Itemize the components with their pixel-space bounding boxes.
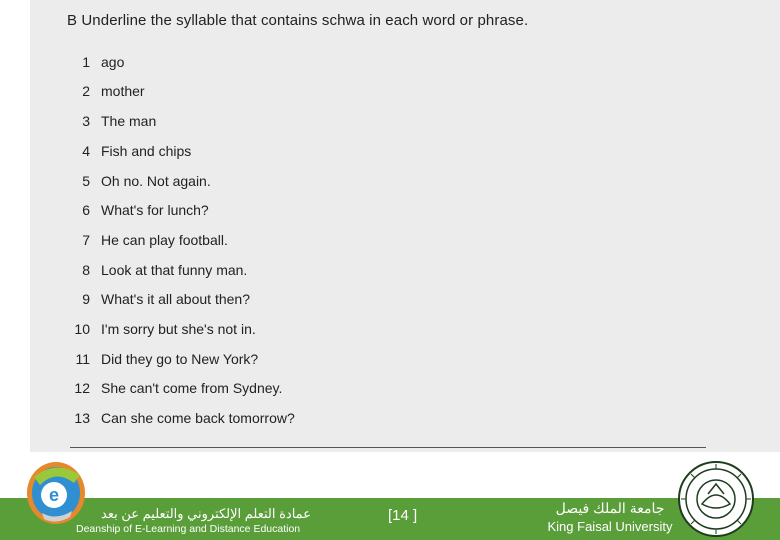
item-number: 6: [82, 202, 90, 218]
university-name-english: King Faisal University: [547, 519, 673, 534]
svg-text:e: e: [48, 485, 60, 505]
item-text: She can't come from Sydney.: [101, 380, 283, 396]
item-text: Oh no. Not again.: [101, 173, 211, 189]
list-item: [0, 202, 600, 224]
list-item: [0, 351, 600, 373]
page-number: [14 ]: [388, 507, 418, 524]
item-number: 7: [82, 232, 90, 248]
item-number: 11: [75, 351, 90, 367]
item-text: What's for lunch?: [101, 202, 209, 218]
list-item: [0, 232, 600, 254]
list-item: [0, 410, 600, 432]
university-name-arabic: جامعة الملك فيصل: [555, 500, 665, 516]
item-number: 5: [82, 173, 90, 189]
list-item: [0, 54, 600, 76]
item-text: I'm sorry but she's not in.: [101, 321, 256, 337]
item-number: 12: [74, 380, 90, 396]
exercise-title: B Underline the syllable that contains schwa in each word or phrase.: [67, 12, 529, 29]
list-item: [0, 380, 600, 402]
deanship-name-arabic: عمادة التعلم الإلكتروني والتعليم عن بعد: [101, 506, 311, 521]
item-number: 10: [74, 321, 90, 337]
item-text: Look at that funny man.: [101, 262, 248, 278]
item-text: What's it all about then?: [101, 291, 250, 307]
list-item: [0, 83, 600, 105]
item-number: 9: [82, 291, 90, 307]
list-item: [0, 113, 600, 135]
item-number: 13: [74, 410, 90, 426]
item-text: Fish and chips: [101, 143, 192, 159]
list-item: [0, 321, 600, 343]
list-item: [0, 262, 600, 284]
item-number: 8: [82, 262, 90, 278]
e-learning-logo-icon: [24, 455, 88, 527]
item-text: The man: [101, 113, 157, 129]
divider: [70, 447, 706, 448]
item-number: 4: [82, 143, 90, 159]
list-item: [0, 291, 600, 313]
item-text: mother: [101, 83, 145, 99]
list-item: [0, 143, 600, 165]
university-seal-icon: [677, 460, 755, 538]
item-text: Did they go to New York?: [101, 351, 259, 367]
item-text: Can she come back tomorrow?: [101, 410, 295, 426]
deanship-name-english: Deanship of E-Learning and Distance Education: [76, 523, 301, 535]
item-text: He can play football.: [101, 232, 228, 248]
item-number: 3: [82, 113, 90, 129]
item-number: 1: [82, 54, 90, 70]
item-text: ago: [101, 54, 125, 70]
item-number: 2: [82, 83, 90, 99]
list-item: [0, 173, 600, 195]
